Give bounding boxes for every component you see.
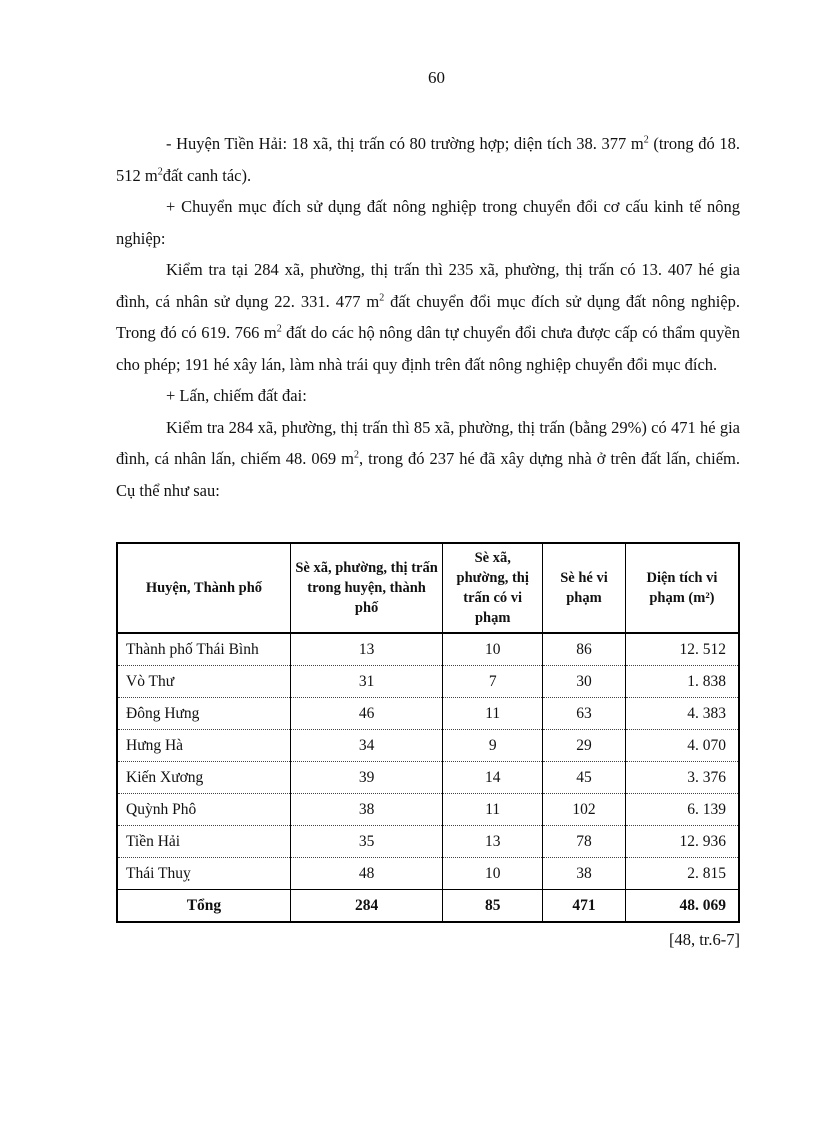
cell-households: 38 — [543, 858, 626, 890]
paragraph-encroachment-heading: + Lấn, chiếm đất đai: — [166, 386, 307, 405]
cell-area: 1. 838 — [625, 666, 739, 698]
cell-area: 6. 139 — [625, 794, 739, 826]
cell-area: 12. 936 — [625, 826, 739, 858]
cell-households: 86 — [543, 633, 626, 666]
page-number: 60 — [428, 68, 445, 87]
cell-communes: 13 — [290, 633, 442, 666]
table-total-row — [117, 890, 739, 923]
header-households: Sè hé vi phạm — [543, 543, 626, 633]
cell-violating: 14 — [443, 762, 543, 794]
total-communes: 284 — [290, 890, 442, 923]
cell-households: 63 — [543, 698, 626, 730]
cell-communes: 46 — [290, 698, 442, 730]
total-households: 471 — [543, 890, 626, 923]
cell-name: Hưng Hà — [117, 730, 290, 762]
total-area: 48. 069 — [625, 890, 739, 923]
table-row — [117, 762, 739, 794]
cell-violating: 10 — [443, 633, 543, 666]
paragraph-inspection: Kiểm tra tại 284 xã, phường, thị trấn thì 235 xã, phường, thị trấn có 13. 407 hé gia đình, cá nhân sử dụng 22. 331. 477 $m^2$ đất chuyển đổi mục đích sử dụng đất nông nghiệp. Trong đó có 619. 766 $m^2$ đất do các hộ nông dân tự chuyển đổi chưa được cấp có thẩm quyền cho phép; 191 hé xây lán, làm nhà trái quy định trên đất nông nghiệp chuyển đổi mục đích. — [116, 260, 740, 374]
cell-name: Quỳnh Phô — [117, 794, 290, 826]
header-violating-communes: Sè xã, phường, thị trấn có vi phạm — [443, 543, 543, 633]
citation: [48, tr.6-7] — [668, 930, 740, 949]
header-area: Diện tích vi phạm (m²) — [625, 543, 739, 633]
table-row — [117, 730, 739, 762]
cell-area: 4. 070 — [625, 730, 739, 762]
body-text — [116, 128, 740, 506]
total-label: Tổng — [117, 890, 290, 923]
table-row — [117, 826, 739, 858]
table-row — [117, 794, 739, 826]
paragraph-encroachment: Kiểm tra 284 xã, phường, thị trấn thì 85 xã, phường, thị trấn (bằng 29%) có 471 hé gia đình, cá nhân lấn, chiếm 48. 069 $m^2$, trong đó 237 hé đã xây dựng nhà ở trên đất lấn, chiếm. Cụ thể như sau: — [116, 417, 740, 500]
cell-name: Thái Thuỵ — [117, 858, 290, 890]
cell-violating: 10 — [443, 858, 543, 890]
cell-households: 29 — [543, 730, 626, 762]
cell-communes: 48 — [290, 858, 442, 890]
cell-households: 78 — [543, 826, 626, 858]
cell-name: Tiền Hải — [117, 826, 290, 858]
header-communes: Sè xã, phường, thị trấn trong huyện, thành phố — [290, 543, 442, 633]
paragraph-land-conversion-heading: + Chuyển mục đích sử dụng đất nông nghiệp trong chuyển đổi cơ cấu kinh tế nông nghiệp: — [116, 197, 740, 248]
cell-name: Kiến Xương — [117, 762, 290, 794]
cell-area: 4. 383 — [625, 698, 739, 730]
cell-area: 2. 815 — [625, 858, 739, 890]
cell-households: 45 — [543, 762, 626, 794]
cell-communes: 34 — [290, 730, 442, 762]
cell-area: 3. 376 — [625, 762, 739, 794]
cell-households: 102 — [543, 794, 626, 826]
cell-violating: 11 — [443, 698, 543, 730]
paragraph-tien-hai: - Huyện Tiền Hải: 18 xã, thị trấn có 80 trường hợp; diện tích 38. 377 $m^2$ (trong đó 18. 512 $m^2đất$ canh tác). — [116, 134, 740, 185]
cell-name: Thành phố Thái Bình — [117, 633, 290, 666]
violation-table — [116, 542, 740, 923]
cell-violating: 11 — [443, 794, 543, 826]
cell-violating: 13 — [443, 826, 543, 858]
table-header-row — [117, 543, 739, 633]
cell-communes: 38 — [290, 794, 442, 826]
cell-communes: 39 — [290, 762, 442, 794]
total-violating: 85 — [443, 890, 543, 923]
cell-area: 12. 512 — [625, 633, 739, 666]
cell-violating: 9 — [443, 730, 543, 762]
table-row — [117, 698, 739, 730]
table-row — [117, 858, 739, 890]
cell-name: Đông Hưng — [117, 698, 290, 730]
table-row — [117, 666, 739, 698]
cell-name: Vò Thư — [117, 666, 290, 698]
cell-households: 30 — [543, 666, 626, 698]
header-district: Huyện, Thành phố — [117, 543, 290, 633]
cell-communes: 31 — [290, 666, 442, 698]
table-row — [117, 633, 739, 666]
cell-communes: 35 — [290, 826, 442, 858]
cell-violating: 7 — [443, 666, 543, 698]
